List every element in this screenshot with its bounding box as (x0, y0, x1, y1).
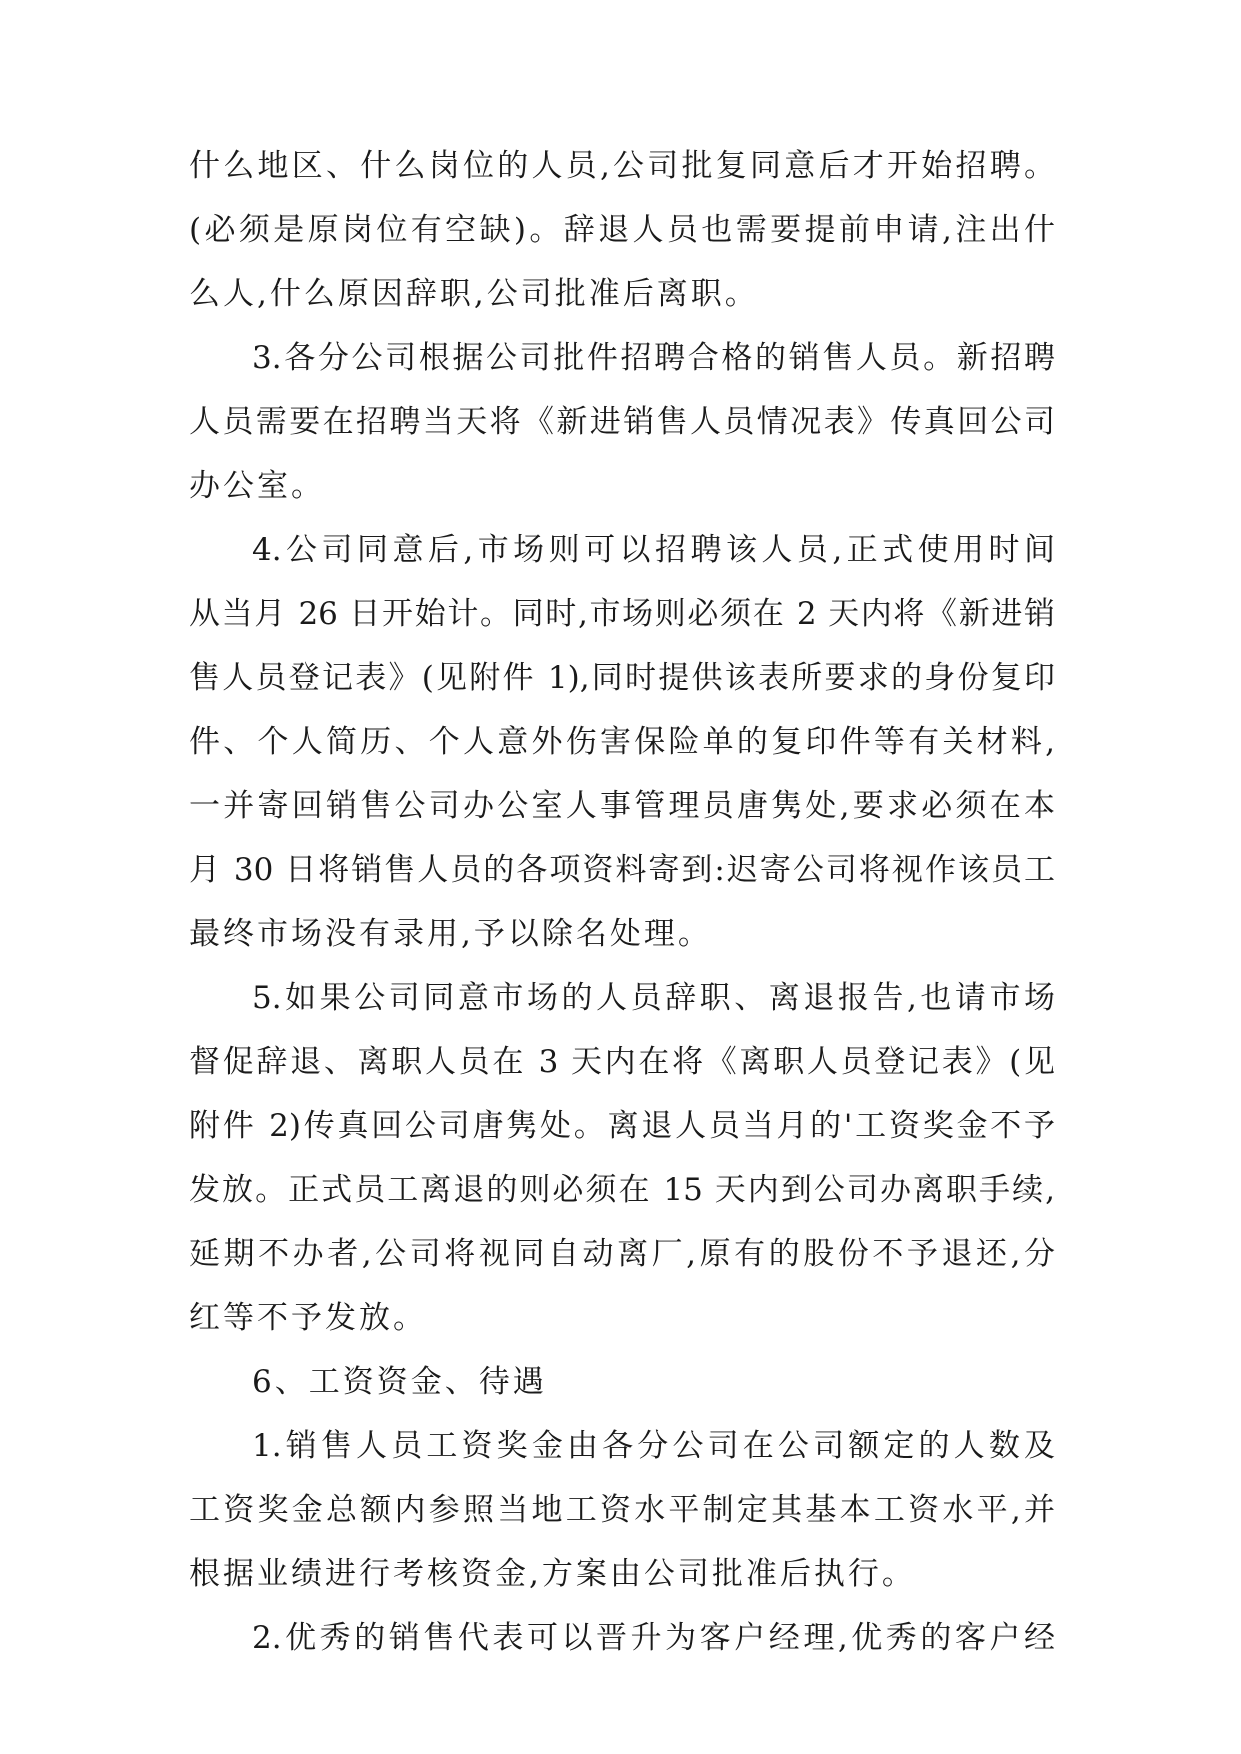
text-line: 售人员登记表》(见附件 1),同时提供该表所要求的身份复印 (189, 660, 1055, 696)
text-line: 根据业绩进行考核资金,方案由公司批准后执行。 (189, 1556, 916, 1592)
text-line: 么人,什么原因辞职,公司批准后离职。 (189, 276, 759, 312)
text-line: 月 30 日将销售人员的各项资料寄到:迟寄公司将视作该员工 (189, 852, 1055, 888)
text-line: 红等不予发放。 (189, 1300, 427, 1336)
text-line: 办公室。 (189, 468, 325, 504)
text-line: 附件 2)传真回公司唐隽处。离退人员当月的'工资奖金不予 (189, 1108, 1055, 1144)
text-line: 2.优秀的销售代表可以晋升为客户经理,优秀的客户经 (252, 1620, 1055, 1656)
text-line: 最终市场没有录用,予以除名处理。 (189, 916, 712, 952)
text-line: 5.如果公司同意市场的人员辞职、离退报告,也请市场 (252, 980, 1055, 1016)
text-line: 督促辞退、离职人员在 3 天内在将《离职人员登记表》(见 (189, 1044, 1055, 1080)
section-heading: 6、工资资金、待遇 (252, 1364, 547, 1400)
text-line: 4.公司同意后,市场则可以招聘该人员,正式使用时间 (252, 532, 1055, 568)
text-line: (必须是原岗位有空缺)。辞退人员也需要提前申请,注出什 (189, 212, 1055, 248)
text-line: 人员需要在招聘当天将《新进销售人员情况表》传真回公司 (189, 404, 1055, 440)
text-line: 发放。正式员工离退的则必须在 15 天内到公司办离职手续, (189, 1172, 1055, 1208)
text-line: 工资奖金总额内参照当地工资水平制定其基本工资水平,并 (189, 1492, 1055, 1528)
text-line: 从当月 26 日开始计。同时,市场则必须在 2 天内将《新进销 (189, 596, 1055, 632)
text-line: 3.各分公司根据公司批件招聘合格的销售人员。新招聘 (252, 340, 1055, 376)
text-line: 什么地区、什么岗位的人员,公司批复同意后才开始招聘。 (189, 148, 1055, 184)
text-line: 一并寄回销售公司办公室人事管理员唐隽处,要求必须在本 (189, 788, 1055, 824)
text-line: 件、个人简历、个人意外伤害保险单的复印件等有关材料, (189, 724, 1055, 760)
text-line: 延期不办者,公司将视同自动离厂,原有的股份不予退还,分 (189, 1236, 1055, 1272)
text-line: 1.销售人员工资奖金由各分公司在公司额定的人数及 (252, 1428, 1055, 1464)
